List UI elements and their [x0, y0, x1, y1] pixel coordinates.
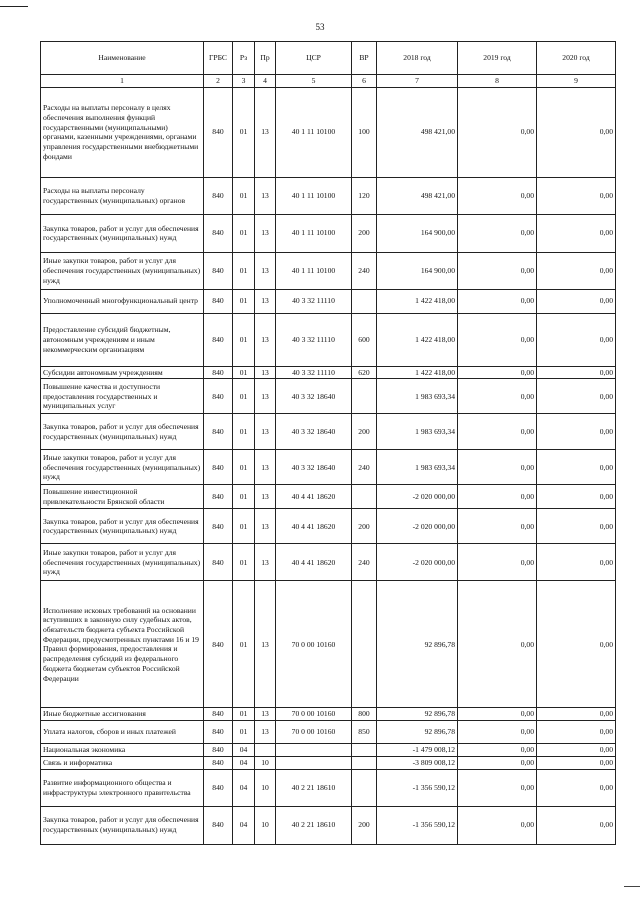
column-number: 7 — [377, 75, 458, 88]
row-grbs: 840 — [204, 708, 233, 721]
row-value-2018: 1 422 418,00 — [377, 289, 458, 313]
row-name: Иные бюджетные ассигнования — [41, 708, 204, 721]
row-csr: 40 1 11 10100 — [276, 177, 352, 214]
row-name: Субсидии автономным учреждениям — [41, 366, 204, 379]
row-csr: 40 1 11 10100 — [276, 252, 352, 289]
row-value-2019: 0,00 — [458, 379, 537, 414]
row-value-2020: 0,00 — [537, 414, 616, 450]
row-grbs: 840 — [204, 544, 233, 581]
row-rz: 01 — [233, 366, 255, 379]
row-pr — [255, 744, 276, 757]
column-number: 1 — [41, 75, 204, 88]
row-value-2020: 0,00 — [537, 721, 616, 744]
row-csr: 70 0 00 10160 — [276, 721, 352, 744]
row-name: Расходы на выплаты персоналу государственных (муниципальных) органов — [41, 177, 204, 214]
row-grbs: 840 — [204, 806, 233, 844]
row-pr: 13 — [255, 485, 276, 509]
row-rz: 01 — [233, 289, 255, 313]
table-row — [41, 544, 616, 581]
row-vr: 240 — [352, 450, 377, 485]
header-vr: ВР — [352, 42, 377, 75]
table-body — [41, 87, 616, 844]
row-grbs: 840 — [204, 87, 233, 177]
row-value-2018: 164 900,00 — [377, 214, 458, 252]
row-grbs: 840 — [204, 252, 233, 289]
table-row — [41, 289, 616, 313]
table-row — [41, 721, 616, 744]
row-grbs: 840 — [204, 485, 233, 509]
row-pr: 10 — [255, 756, 276, 769]
row-value-2019: 0,00 — [458, 581, 537, 708]
row-value-2020: 0,00 — [537, 289, 616, 313]
row-value-2018: 1 983 693,34 — [377, 379, 458, 414]
row-grbs: 840 — [204, 313, 233, 366]
row-rz: 04 — [233, 769, 255, 806]
table-row — [41, 313, 616, 366]
column-number: 3 — [233, 75, 255, 88]
row-pr: 13 — [255, 313, 276, 366]
row-csr: 70 0 00 10160 — [276, 708, 352, 721]
row-name: Исполнение исковых требований на основании вступивших в законную силу судебных актов, обязательств бюджета субъекта Российской Федерации, предусмотренных пунктами 16 и 19 Правил формирования, предоставления и распределения субсидий из федерального бюджета бюджетам субъектов Российской Федерации — [41, 581, 204, 708]
table-row — [41, 509, 616, 544]
row-value-2018: 1 983 693,34 — [377, 450, 458, 485]
row-grbs: 840 — [204, 214, 233, 252]
row-name: Закупка товаров, работ и услуг для обеспечения государственных (муниципальных) нужд — [41, 509, 204, 544]
row-name: Уплата налогов, сборов и иных платежей — [41, 721, 204, 744]
header-pr: Пр — [255, 42, 276, 75]
row-value-2020: 0,00 — [537, 177, 616, 214]
row-csr: 40 4 41 18620 — [276, 544, 352, 581]
table-row — [41, 485, 616, 509]
row-csr: 40 4 41 18620 — [276, 485, 352, 509]
row-name: Закупка товаров, работ и услуг для обеспечения государственных (муниципальных) нужд — [41, 414, 204, 450]
row-vr: 200 — [352, 214, 377, 252]
row-value-2020: 0,00 — [537, 509, 616, 544]
row-value-2020: 0,00 — [537, 581, 616, 708]
row-grbs: 840 — [204, 414, 233, 450]
row-name: Иные закупки товаров, работ и услуг для обеспечения государственных (муниципальных) нужд — [41, 544, 204, 581]
row-name: Предоставление субсидий бюджетным, автономным учреждениям и иным некоммерческим организациям — [41, 313, 204, 366]
row-rz: 01 — [233, 87, 255, 177]
row-value-2019: 0,00 — [458, 744, 537, 757]
row-rz: 01 — [233, 214, 255, 252]
row-name: Расходы на выплаты персоналу в целях обеспечения выполнения функций государственными (муниципальными) органами, казенными учреждениями, органами управления государственными внебюджетными фондами — [41, 87, 204, 177]
column-number: 9 — [537, 75, 616, 88]
row-vr — [352, 744, 377, 757]
table-row — [41, 379, 616, 414]
row-pr: 13 — [255, 581, 276, 708]
row-pr: 13 — [255, 379, 276, 414]
header-name: Наименование — [41, 42, 204, 75]
row-value-2019: 0,00 — [458, 214, 537, 252]
row-grbs: 840 — [204, 581, 233, 708]
row-value-2018: 92 896,78 — [377, 581, 458, 708]
table-row — [41, 450, 616, 485]
header-row — [41, 42, 616, 75]
row-value-2019: 0,00 — [458, 485, 537, 509]
row-vr — [352, 289, 377, 313]
row-value-2020: 0,00 — [537, 214, 616, 252]
row-csr: 40 3 32 11110 — [276, 366, 352, 379]
row-value-2020: 0,00 — [537, 252, 616, 289]
row-csr: 70 0 00 10160 — [276, 581, 352, 708]
row-csr: 40 3 32 11110 — [276, 289, 352, 313]
row-rz: 01 — [233, 313, 255, 366]
row-name: Национальная экономика — [41, 744, 204, 757]
row-vr: 200 — [352, 509, 377, 544]
row-value-2018: -1 479 008,12 — [377, 744, 458, 757]
row-csr: 40 3 32 11110 — [276, 313, 352, 366]
row-value-2020: 0,00 — [537, 450, 616, 485]
row-rz: 04 — [233, 756, 255, 769]
row-rz: 01 — [233, 485, 255, 509]
column-number: 6 — [352, 75, 377, 88]
row-value-2020: 0,00 — [537, 708, 616, 721]
row-vr: 100 — [352, 87, 377, 177]
row-value-2019: 0,00 — [458, 450, 537, 485]
row-value-2020: 0,00 — [537, 379, 616, 414]
header-rz: Рз — [233, 42, 255, 75]
row-value-2019: 0,00 — [458, 289, 537, 313]
row-value-2020: 0,00 — [537, 366, 616, 379]
row-vr: 200 — [352, 414, 377, 450]
row-name: Иные закупки товаров, работ и услуг для обеспечения государственных (муниципальных) нужд — [41, 252, 204, 289]
row-value-2018: -3 809 008,12 — [377, 756, 458, 769]
table-row — [41, 806, 616, 844]
row-value-2019: 0,00 — [458, 708, 537, 721]
row-pr: 13 — [255, 87, 276, 177]
row-value-2018: -1 356 590,12 — [377, 806, 458, 844]
row-rz: 01 — [233, 544, 255, 581]
row-vr: 850 — [352, 721, 377, 744]
column-number: 5 — [276, 75, 352, 88]
row-pr: 13 — [255, 289, 276, 313]
table-row — [41, 366, 616, 379]
row-csr: 40 1 11 10100 — [276, 87, 352, 177]
table-row — [41, 87, 616, 177]
table-row — [41, 744, 616, 757]
row-grbs: 840 — [204, 177, 233, 214]
header-2020: 2020 год — [537, 42, 616, 75]
row-vr: 240 — [352, 252, 377, 289]
row-rz: 04 — [233, 744, 255, 757]
row-value-2018: 498 421,00 — [377, 177, 458, 214]
row-value-2019: 0,00 — [458, 252, 537, 289]
row-csr: 40 2 21 18610 — [276, 769, 352, 806]
row-pr: 13 — [255, 366, 276, 379]
row-value-2019: 0,00 — [458, 769, 537, 806]
row-value-2019: 0,00 — [458, 366, 537, 379]
table-row — [41, 708, 616, 721]
row-csr: 40 3 32 18640 — [276, 450, 352, 485]
row-pr: 13 — [255, 544, 276, 581]
row-value-2019: 0,00 — [458, 806, 537, 844]
row-value-2019: 0,00 — [458, 414, 537, 450]
edge-scan-mark — [624, 886, 640, 887]
row-rz: 01 — [233, 379, 255, 414]
row-value-2019: 0,00 — [458, 87, 537, 177]
row-vr — [352, 756, 377, 769]
row-name: Связь и информатика — [41, 756, 204, 769]
row-grbs: 840 — [204, 379, 233, 414]
row-pr: 13 — [255, 252, 276, 289]
row-pr: 13 — [255, 721, 276, 744]
row-value-2020: 0,00 — [537, 769, 616, 806]
header-csr: ЦСР — [276, 42, 352, 75]
row-value-2020: 0,00 — [537, 485, 616, 509]
row-value-2020: 0,00 — [537, 756, 616, 769]
row-rz: 01 — [233, 708, 255, 721]
table-row — [41, 581, 616, 708]
row-value-2018: 1 422 418,00 — [377, 366, 458, 379]
row-csr: 40 3 32 18640 — [276, 379, 352, 414]
row-csr — [276, 744, 352, 757]
row-value-2018: 92 896,78 — [377, 721, 458, 744]
row-name: Развитие информационного общества и инфраструктуры электронного правительства — [41, 769, 204, 806]
row-vr: 120 — [352, 177, 377, 214]
row-vr — [352, 581, 377, 708]
row-vr: 620 — [352, 366, 377, 379]
row-vr — [352, 769, 377, 806]
row-value-2019: 0,00 — [458, 313, 537, 366]
row-rz: 01 — [233, 509, 255, 544]
row-csr: 40 3 32 18640 — [276, 414, 352, 450]
row-pr: 13 — [255, 177, 276, 214]
row-value-2018: -2 020 000,00 — [377, 485, 458, 509]
row-pr: 13 — [255, 414, 276, 450]
row-name: Закупка товаров, работ и услуг для обеспечения государственных (муниципальных) нужд — [41, 214, 204, 252]
row-value-2019: 0,00 — [458, 756, 537, 769]
row-grbs: 840 — [204, 769, 233, 806]
column-number: 8 — [458, 75, 537, 88]
header-2019: 2019 год — [458, 42, 537, 75]
table-row — [41, 756, 616, 769]
row-value-2020: 0,00 — [537, 544, 616, 581]
row-grbs: 840 — [204, 450, 233, 485]
row-name: Иные закупки товаров, работ и услуг для обеспечения государственных (муниципальных) нужд — [41, 450, 204, 485]
header-2018: 2018 год — [377, 42, 458, 75]
row-name: Повышение качества и доступности предоставления государственных и муниципальных услуг — [41, 379, 204, 414]
row-value-2018: -2 020 000,00 — [377, 509, 458, 544]
row-rz: 01 — [233, 450, 255, 485]
column-number-row — [41, 75, 616, 88]
row-csr: 40 4 41 18620 — [276, 509, 352, 544]
row-vr — [352, 485, 377, 509]
row-pr: 13 — [255, 450, 276, 485]
table-row — [41, 252, 616, 289]
row-grbs: 840 — [204, 744, 233, 757]
row-value-2020: 0,00 — [537, 87, 616, 177]
row-csr — [276, 756, 352, 769]
row-value-2018: -1 356 590,12 — [377, 769, 458, 806]
row-value-2019: 0,00 — [458, 544, 537, 581]
row-rz: 01 — [233, 414, 255, 450]
row-value-2018: 1 422 418,00 — [377, 313, 458, 366]
row-value-2018: 498 421,00 — [377, 87, 458, 177]
row-vr — [352, 379, 377, 414]
row-pr: 10 — [255, 769, 276, 806]
row-rz: 04 — [233, 806, 255, 844]
row-name: Закупка товаров, работ и услуг для обеспечения государственных (муниципальных) нужд — [41, 806, 204, 844]
table-row — [41, 177, 616, 214]
row-vr: 240 — [352, 544, 377, 581]
row-value-2018: 1 983 693,34 — [377, 414, 458, 450]
row-pr: 10 — [255, 806, 276, 844]
row-pr: 13 — [255, 708, 276, 721]
row-name: Уполномоченный многофункциональный центр — [41, 289, 204, 313]
page-number: 53 — [315, 22, 325, 32]
row-value-2018: 92 896,78 — [377, 708, 458, 721]
row-value-2020: 0,00 — [537, 806, 616, 844]
row-grbs: 840 — [204, 366, 233, 379]
row-value-2020: 0,00 — [537, 313, 616, 366]
row-csr: 40 1 11 10100 — [276, 214, 352, 252]
column-number: 4 — [255, 75, 276, 88]
row-value-2018: 164 900,00 — [377, 252, 458, 289]
table-row — [41, 214, 616, 252]
budget-table — [40, 41, 616, 845]
row-rz: 01 — [233, 581, 255, 708]
row-value-2020: 0,00 — [537, 744, 616, 757]
row-grbs: 840 — [204, 756, 233, 769]
row-value-2019: 0,00 — [458, 509, 537, 544]
corner-scan-mark — [0, 0, 28, 7]
header-grbs: ГРБС — [204, 42, 233, 75]
row-pr: 13 — [255, 214, 276, 252]
table-row — [41, 769, 616, 806]
row-grbs: 840 — [204, 721, 233, 744]
row-name: Повышение инвестиционной привлекательности Брянской области — [41, 485, 204, 509]
table-row — [41, 414, 616, 450]
row-vr: 600 — [352, 313, 377, 366]
column-number: 2 — [204, 75, 233, 88]
row-vr: 800 — [352, 708, 377, 721]
row-value-2019: 0,00 — [458, 721, 537, 744]
row-rz: 01 — [233, 721, 255, 744]
row-csr: 40 2 21 18610 — [276, 806, 352, 844]
row-vr: 200 — [352, 806, 377, 844]
row-value-2019: 0,00 — [458, 177, 537, 214]
row-grbs: 840 — [204, 509, 233, 544]
row-rz: 01 — [233, 252, 255, 289]
row-rz: 01 — [233, 177, 255, 214]
row-pr: 13 — [255, 509, 276, 544]
row-grbs: 840 — [204, 289, 233, 313]
row-value-2018: -2 020 000,00 — [377, 544, 458, 581]
